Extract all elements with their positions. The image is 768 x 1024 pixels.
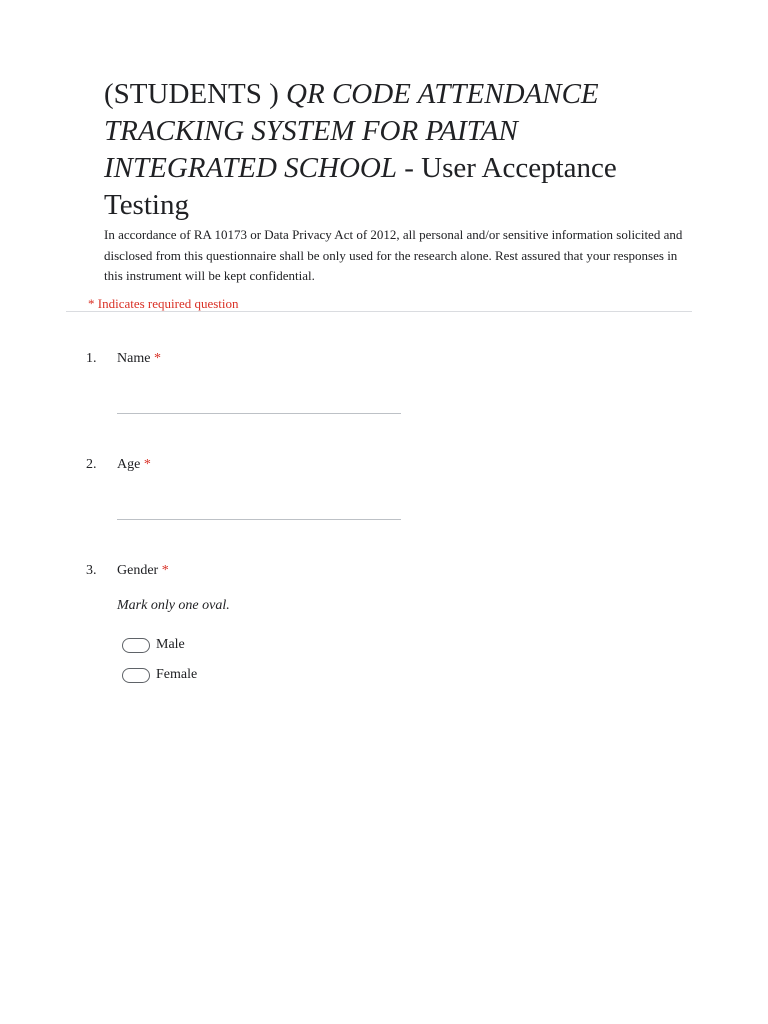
header-divider [66,311,692,312]
radio-oval[interactable] [122,668,150,683]
required-question-note: * Indicates required question [88,296,239,311]
form-title-suffix: - User Acceptance Testing [104,152,617,221]
question-number: 1. [86,351,97,366]
gender-option-female[interactable] [122,666,197,684]
form-description: In accordance of RA 10173 or Data Privacy Act of 2012, all personal and/or sensitive information solicited and disclosed from this questionnaire shall be only used for the research alone. Rest assured that your responses in this instrument will be kept confidential. [104,227,683,283]
question-label [117,457,151,473]
question-label [117,351,161,367]
question-label-text: Age [117,457,141,472]
name-answer-field[interactable] [117,413,401,414]
question-label-text: Name [117,351,151,366]
radio-oval[interactable] [122,638,150,653]
form-title [104,76,664,224]
question-label [117,563,169,579]
question-label-text: Gender [117,563,159,578]
form-title-prefix: (STUDENTS ) [104,78,287,110]
required-asterisk: * [143,457,151,472]
age-answer-field[interactable] [117,519,401,520]
gender-option-male[interactable] [122,636,185,654]
required-asterisk: * [153,351,161,366]
question-number: 3. [86,563,97,578]
gender-hint: Mark only one oval. [117,598,230,613]
form-title-italic: QR CODE ATTENDANCE TRACKING SYSTEM FOR PAITAN INTEGRATED SCHOOL [104,78,599,184]
option-label: Male [156,637,185,652]
question-number: 2. [86,457,97,472]
required-asterisk: * [161,563,169,578]
option-label: Female [156,667,198,682]
